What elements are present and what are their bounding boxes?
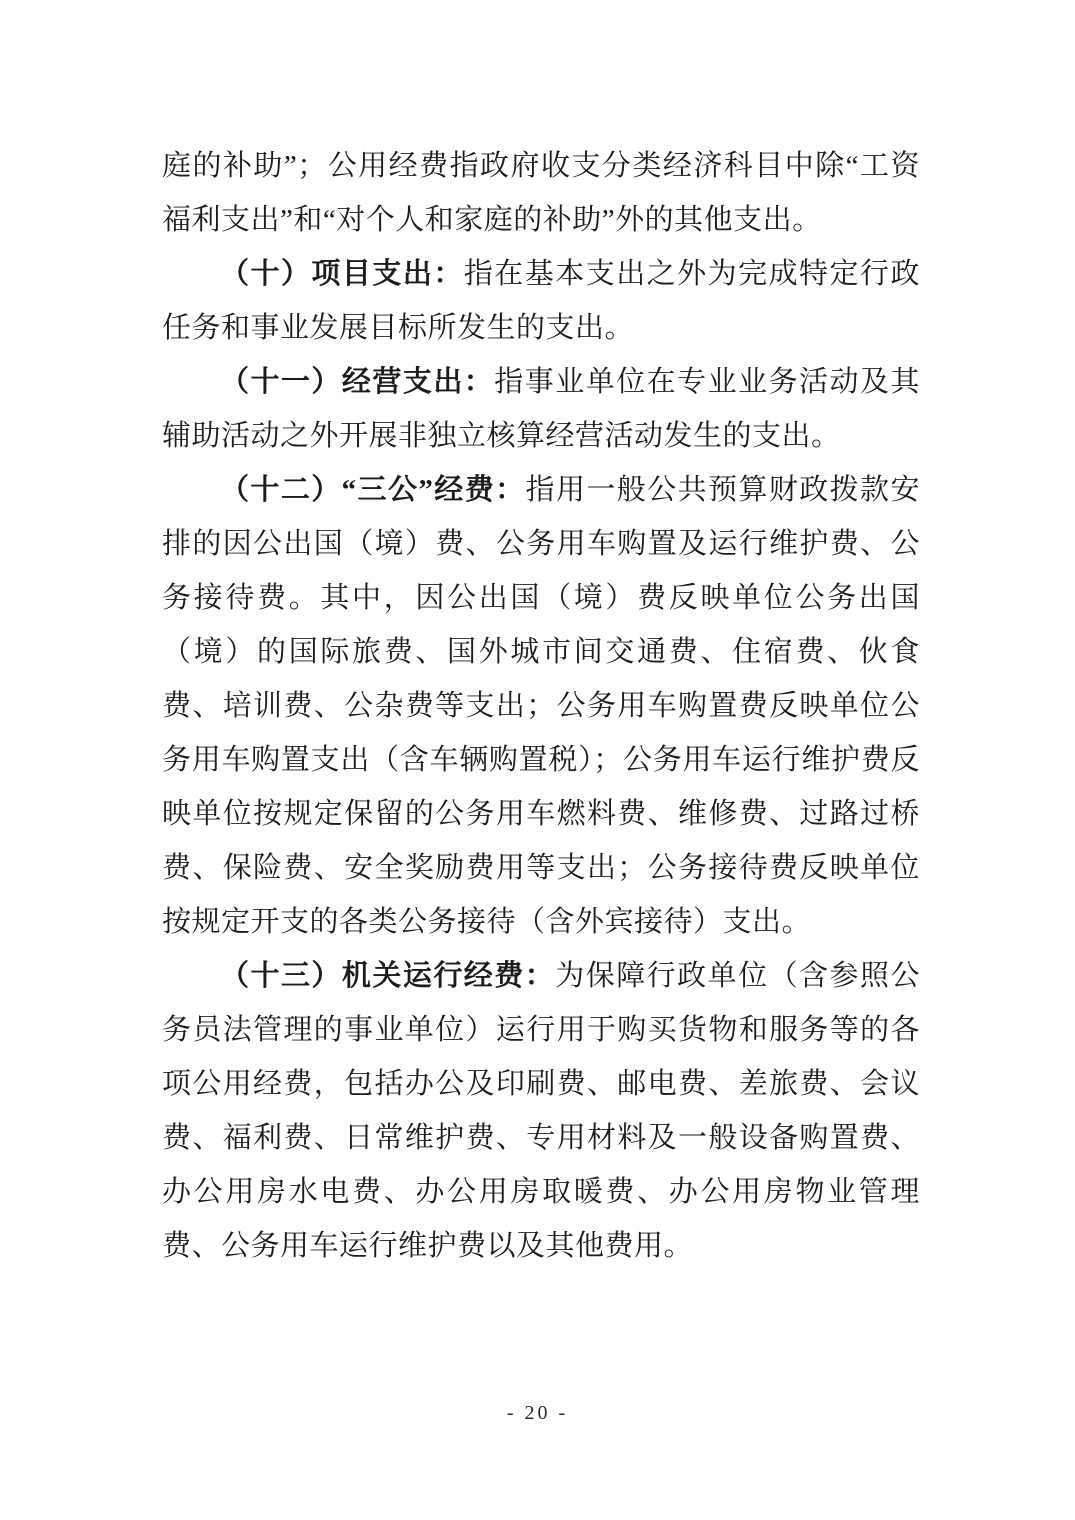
document-body bbox=[162, 139, 920, 1273]
clause-heading: （十二）“三公”经费： bbox=[220, 474, 526, 506]
paragraph bbox=[162, 247, 920, 355]
page-number: - 20 - bbox=[506, 1402, 569, 1424]
paragraph bbox=[162, 949, 920, 1273]
clause-text: 指事业单位在专业业务活动及其辅助活动之外开展非独立核算经营活动发生的支出。 bbox=[162, 366, 920, 452]
clause-heading: （十）项目支出： bbox=[220, 258, 464, 290]
paragraph bbox=[162, 463, 920, 949]
clause-text: 庭的补助”；公用经费指政府收支分类经济科目中除“工资福利支出”和“对个人和家庭的补助”外的其他支出。 bbox=[162, 150, 920, 236]
clause-text: 指在基本支出之外为完成特定行政任务和事业发展目标所发生的支出。 bbox=[162, 258, 920, 344]
clause-text: 为保障行政单位（含参照公务员法管理的事业单位）运行用于购买货物和服务等的各项公用经费，包括办公及印刷费、邮电费、差旅费、会议费、福利费、日常维护费、专用材料及一般设备购置费、办公用房水电费、办公用房取暖费、办公用房物业管理费、公务用车运行维护费以及其他费用。 bbox=[162, 960, 920, 1262]
clause-heading: （十一）经营支出： bbox=[220, 366, 495, 398]
paragraph bbox=[162, 139, 920, 247]
clause-heading: （十三）机关运行经费： bbox=[220, 960, 556, 992]
clause-text: 指用一般公共预算财政拨款安排的因公出国（境）费、公务用车购置及运行维护费、公务接待费。其中，因公出国（境）费反映单位公务出国（境）的国际旅费、国外城市间交通费、住宿费、伙食费、培训费、公杂费等支出；公务用车购置费反映单位公务用车购置支出（含车辆购置税）；公务用车运行维护费反映单位按规定保留的公务用车燃料费、维修费、过路过桥费、保险费、安全奖励费用等支出；公务接待费反映单位按规定开支的各类公务接待（含外宾接待）支出。 bbox=[162, 474, 920, 938]
paragraph bbox=[162, 355, 920, 463]
